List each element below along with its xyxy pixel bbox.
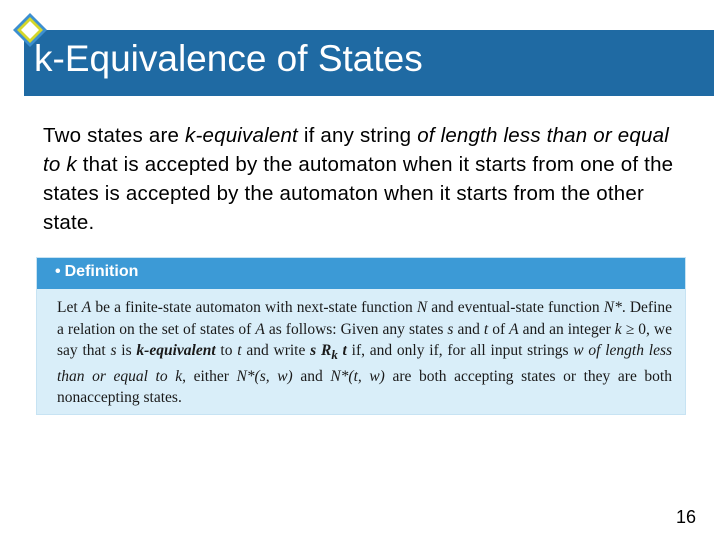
definition-header-text: Definition — [64, 263, 139, 280]
def-text-run: and write — [241, 342, 311, 359]
def-math-run: t — [483, 320, 489, 338]
body-text: if any string — [297, 124, 418, 147]
def-text-run: be a finite-state automaton with next-state function — [91, 299, 417, 316]
body-emphasis-italic: of length less than or equal to k — [43, 124, 669, 176]
def-text-run: is — [116, 342, 137, 359]
def-text-run: and — [453, 320, 484, 338]
def-text-run: and eventual-state function — [427, 299, 604, 316]
body-paragraph — [43, 121, 683, 237]
def-math-run: A — [509, 320, 519, 338]
def-math-run: t — [337, 342, 347, 359]
definition-box — [36, 257, 686, 415]
definition-header-label — [55, 263, 138, 281]
def-text-run: and — [292, 367, 331, 385]
def-math-run: k — [614, 320, 622, 338]
def-text-run: if, and only if, for all input strings — [346, 342, 574, 359]
body-text: that is accepted by the automaton when it starts from one of the states is accepted by the automaton when it starts from the other state. — [43, 153, 674, 234]
def-text-run: ≥ 0, we say that — [57, 320, 672, 359]
def-text-run: Let — [57, 299, 82, 316]
page-number: 16 — [675, 507, 696, 527]
def-math-run: A — [255, 320, 265, 338]
bullet-icon: • — [55, 263, 61, 280]
def-math-run: s — [447, 320, 454, 338]
def-math-run: N — [416, 299, 428, 316]
def-math-run: k — [175, 367, 183, 385]
def-term-bold: k-equivalent — [136, 342, 216, 359]
def-text-run: as follows: Given any states — [264, 320, 448, 338]
def-relation-subscript: k — [331, 347, 338, 363]
def-math-run: N*(s, w) — [236, 367, 293, 385]
slide-title: k-Equivalence of States — [34, 38, 423, 79]
def-math-run: N* — [603, 299, 622, 316]
def-text-run: of — [488, 320, 510, 338]
def-text-run: to — [215, 342, 238, 359]
def-math-run: w — [573, 342, 584, 359]
def-emphasis-italic: of length less than or equal to — [57, 342, 673, 385]
definition-text — [57, 297, 672, 409]
def-text-run: are both accepting states or they are both nonaccepting states. — [57, 367, 672, 407]
def-math-run: N*(t, w) — [330, 367, 385, 385]
def-math-run: s — [110, 342, 117, 359]
definition-header — [37, 258, 685, 289]
def-text-run: and an integer — [518, 320, 615, 338]
def-math-run: t — [237, 342, 242, 359]
body-term-italic: k-equivalent — [185, 124, 298, 147]
def-relation-symbol: s R — [310, 342, 332, 359]
def-text-run: , either — [182, 367, 237, 385]
body-text: Two states are — [43, 124, 186, 147]
def-text-run: . Define a relation on the set of states of — [57, 299, 673, 338]
def-math-run: A — [81, 299, 92, 316]
